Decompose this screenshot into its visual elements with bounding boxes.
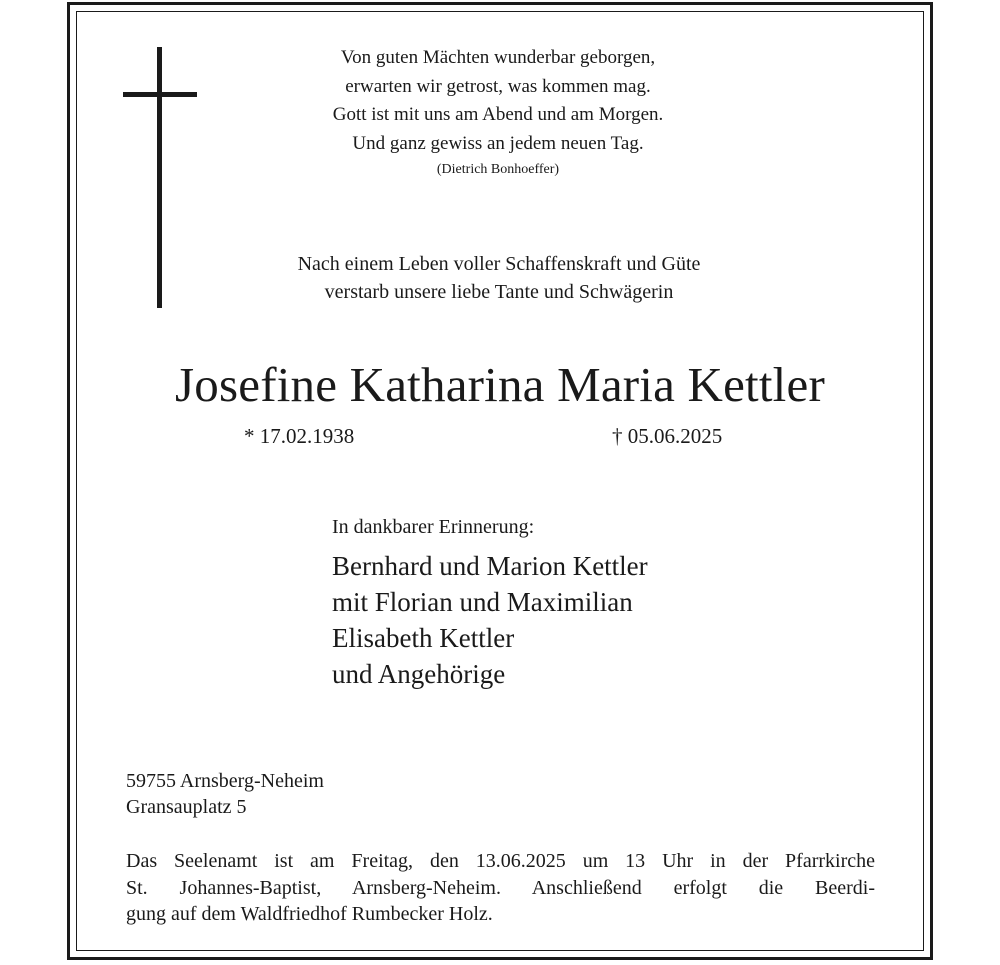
poem-author: (Dietrich Bonhoeffer) (436, 162, 560, 177)
address (126, 768, 324, 820)
service-line: St. Johannes-Baptist, Arnsberg-Neheim. Anschließend erfolgt die Beerdi- (126, 876, 875, 899)
mourner-name: Bernhard und Marion Kettler (332, 551, 648, 581)
cross-horizontal-bar (123, 92, 197, 97)
mourner-name: Elisabeth Kettler (332, 623, 515, 653)
birth-date: * 17.02.1938 (244, 424, 355, 448)
intro-line: verstarb unsere liebe Tante und Schwägerin (324, 281, 674, 303)
poem-line: Von guten Mächten wunderbar geborgen, (340, 47, 656, 68)
cross-vertical-bar (157, 47, 162, 308)
address-street: Gransauplatz 5 (126, 796, 247, 818)
mourner-name: mit Florian und Maximilian (332, 587, 633, 617)
poem-line: erwarten wir getrost, was kommen mag. (345, 75, 651, 97)
poem-line: Gott ist mit uns am Abend und am Morgen. (332, 104, 664, 126)
poem-line: Und ganz gewiss an jedem neuen Tag. (352, 132, 644, 154)
mourners-list (332, 548, 648, 692)
deceased-name: Josefine Katharina Maria Kettler (175, 357, 825, 412)
address-city: 59755 Arnsberg-Neheim (126, 770, 324, 792)
poem (260, 44, 736, 158)
mourner-name: und Angehörige (332, 659, 506, 689)
death-date: † 05.06.2025 (612, 424, 723, 448)
service-line: gung auf dem Waldfriedhof Rumbecker Holz. (126, 903, 493, 925)
service-info (126, 848, 875, 928)
service-line: Das Seelenamt ist am Freitag, den 13.06.2025 um 13 Uhr in der Pfarrkirche (126, 850, 875, 872)
mourners-intro: In dankbarer Erinnerung: (332, 516, 535, 538)
intro-line: Nach einem Leben voller Schaffenskraft und Güte (297, 253, 701, 275)
intro-text (200, 250, 798, 306)
